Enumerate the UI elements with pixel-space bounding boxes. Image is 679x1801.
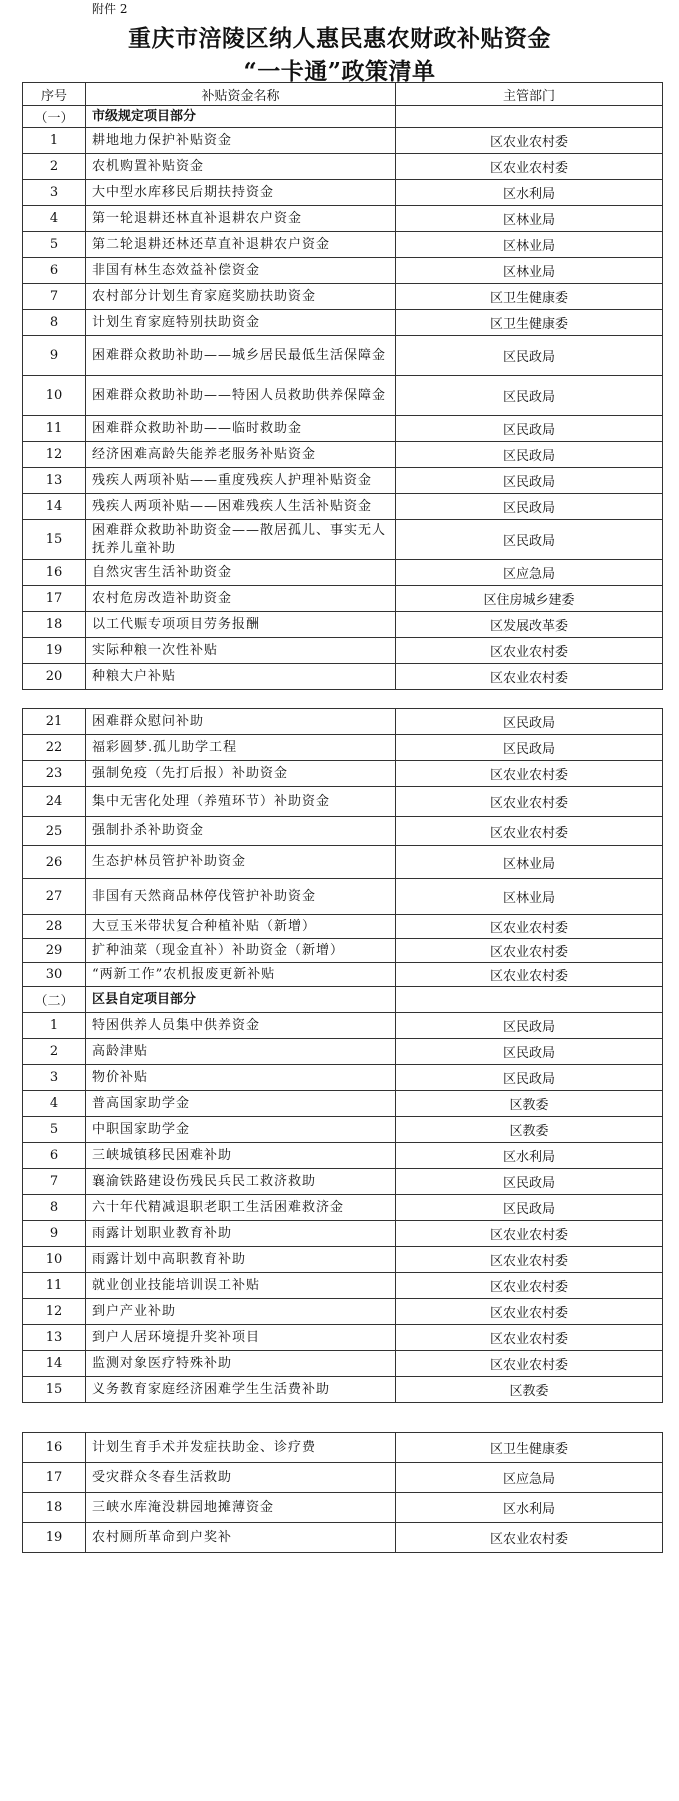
table-row (23, 232, 663, 258)
row-department: 区农业农村委 (396, 817, 663, 846)
table-row (23, 787, 663, 817)
table-header-row (23, 83, 663, 106)
row-number: 8 (23, 1195, 86, 1221)
row-subsidy-name: 大中型水库移民后期扶持资金 (86, 180, 396, 206)
row-number: 15 (23, 520, 86, 560)
row-subsidy-name: 困难群众救助补助——特困人员救助供养保障金 (86, 376, 396, 416)
row-number: 19 (23, 1523, 86, 1553)
header-dept: 主管部门 (396, 83, 663, 106)
table-row (23, 915, 663, 939)
table-row (23, 1273, 663, 1299)
table-row (23, 1247, 663, 1273)
row-subsidy-name: 襄渝铁路建设伤残民兵民工救济救助 (86, 1169, 396, 1195)
row-subsidy-name: 中职国家助学金 (86, 1117, 396, 1143)
table-row (23, 376, 663, 416)
table-row (23, 1013, 663, 1039)
row-number: 12 (23, 1299, 86, 1325)
table-row (23, 154, 663, 180)
row-subsidy-name: 就业创业技能培训误工补贴 (86, 1273, 396, 1299)
row-number: 7 (23, 284, 86, 310)
table-row (23, 310, 663, 336)
row-subsidy-name: “两新工作”农机报废更新补贴 (86, 963, 396, 987)
row-department: 区教委 (396, 1091, 663, 1117)
table-row (23, 468, 663, 494)
row-department: 区发展改革委 (396, 612, 663, 638)
row-subsidy-name: 残疾人两项补贴——困难残疾人生活补贴资金 (86, 494, 396, 520)
table-row (23, 586, 663, 612)
row-number: 16 (23, 1433, 86, 1463)
row-department: 区民政局 (396, 494, 663, 520)
row-number: 26 (23, 846, 86, 879)
row-subsidy-name: 计划生育家庭特别扶助资金 (86, 310, 396, 336)
row-subsidy-name: 集中无害化处理（养殖环节）补助资金 (86, 787, 396, 817)
table-row (23, 817, 663, 846)
row-subsidy-name: 残疾人两项补贴——重度残疾人护理补贴资金 (86, 468, 396, 494)
table-row (23, 1143, 663, 1169)
row-department (396, 987, 663, 1013)
table-row (23, 939, 663, 963)
row-number: 29 (23, 939, 86, 963)
row-number: 9 (23, 1221, 86, 1247)
row-subsidy-name: 以工代赈专项项目劳务报酬 (86, 612, 396, 638)
table-row (23, 416, 663, 442)
row-department: 区农业农村委 (396, 761, 663, 787)
row-subsidy-name: 经济困难高龄失能养老服务补贴资金 (86, 442, 396, 468)
row-number: 10 (23, 1247, 86, 1273)
page-title: 重庆市涪陵区纳人惠民惠农财政补贴资金 (128, 25, 551, 52)
row-department: 区农业农村委 (396, 128, 663, 154)
row-department: 区民政局 (396, 468, 663, 494)
row-subsidy-name: 生态护林员管护补助资金 (86, 846, 396, 879)
row-number: 28 (23, 915, 86, 939)
row-department: 区水利局 (396, 1143, 663, 1169)
row-number: 14 (23, 494, 86, 520)
table-row (23, 1523, 663, 1553)
row-number: （二） (23, 987, 86, 1013)
row-subsidy-name: 农村危房改造补助资金 (86, 586, 396, 612)
row-number: 4 (23, 206, 86, 232)
row-subsidy-name: 困难群众救助补助——城乡居民最低生活保障金 (86, 336, 396, 376)
table-row (23, 494, 663, 520)
table-row (23, 1091, 663, 1117)
row-number: 14 (23, 1351, 86, 1377)
row-subsidy-name: 市级规定项目部分 (86, 106, 396, 128)
row-department: 区林业局 (396, 846, 663, 879)
row-department: 区教委 (396, 1117, 663, 1143)
table-row (23, 1169, 663, 1195)
row-department: 区民政局 (396, 336, 663, 376)
row-subsidy-name: 特困供养人员集中供养资金 (86, 1013, 396, 1039)
row-department: 区农业农村委 (396, 1325, 663, 1351)
table-row (23, 879, 663, 915)
policy-table-part1 (22, 82, 663, 690)
row-subsidy-name: 六十年代精减退职老职工生活困难救济金 (86, 1195, 396, 1221)
row-subsidy-name: 种粮大户补贴 (86, 664, 396, 690)
row-subsidy-name: 监测对象医疗特殊补助 (86, 1351, 396, 1377)
table-row (23, 1351, 663, 1377)
row-number: 3 (23, 1065, 86, 1091)
table-row (23, 1463, 663, 1493)
row-number: 25 (23, 817, 86, 846)
row-subsidy-name: 到户人居环境提升奖补项目 (86, 1325, 396, 1351)
section-row (23, 106, 663, 128)
row-number: 10 (23, 376, 86, 416)
row-number: 20 (23, 664, 86, 690)
row-number: 7 (23, 1169, 86, 1195)
row-subsidy-name: 第二轮退耕还林还草直补退耕农户资金 (86, 232, 396, 258)
row-department: 区民政局 (396, 709, 663, 735)
header-name: 补贴资金名称 (86, 83, 396, 106)
row-department: 区民政局 (396, 1013, 663, 1039)
row-department: 区民政局 (396, 520, 663, 560)
table-row (23, 1299, 663, 1325)
row-department (396, 106, 663, 128)
row-subsidy-name: 三峡城镇移民困难补助 (86, 1143, 396, 1169)
row-subsidy-name: 普高国家助学金 (86, 1091, 396, 1117)
row-subsidy-name: 非国有天然商品林停伐管护补助资金 (86, 879, 396, 915)
row-number: 2 (23, 1039, 86, 1065)
row-number: 22 (23, 735, 86, 761)
row-department: 区农业农村委 (396, 1221, 663, 1247)
row-subsidy-name: 计划生育手术并发症扶助金、诊疗费 (86, 1433, 396, 1463)
table-row (23, 180, 663, 206)
table-row (23, 128, 663, 154)
row-number: 18 (23, 612, 86, 638)
row-department: 区农业农村委 (396, 915, 663, 939)
table-row (23, 709, 663, 735)
table-row (23, 735, 663, 761)
page-subtitle: “一卡通”政策清单 (243, 58, 436, 85)
row-department: 区民政局 (396, 376, 663, 416)
row-subsidy-name: 福彩圆梦.孤儿助学工程 (86, 735, 396, 761)
row-subsidy-name: 农村部分计划生育家庭奖励扶助资金 (86, 284, 396, 310)
header-no: 序号 (23, 83, 86, 106)
row-subsidy-name: 雨露计划中高职教育补助 (86, 1247, 396, 1273)
row-subsidy-name: 困难群众慰问补助 (86, 709, 396, 735)
row-number: （一） (23, 106, 86, 128)
row-department: 区应急局 (396, 560, 663, 586)
row-number: 27 (23, 879, 86, 915)
row-department: 区民政局 (396, 1169, 663, 1195)
row-number: 4 (23, 1091, 86, 1117)
row-department: 区农业农村委 (396, 963, 663, 987)
table-row (23, 1377, 663, 1403)
policy-table-part3 (22, 1432, 663, 1553)
row-number: 1 (23, 128, 86, 154)
row-number: 6 (23, 1143, 86, 1169)
row-subsidy-name: 非国有林生态效益补偿资金 (86, 258, 396, 284)
row-department: 区民政局 (396, 416, 663, 442)
row-number: 17 (23, 586, 86, 612)
row-number: 11 (23, 1273, 86, 1299)
table-row (23, 846, 663, 879)
row-department: 区住房城乡建委 (396, 586, 663, 612)
row-number: 17 (23, 1463, 86, 1493)
row-number: 23 (23, 761, 86, 787)
row-subsidy-name: 区县自定项目部分 (86, 987, 396, 1013)
row-number: 2 (23, 154, 86, 180)
row-subsidy-name: 农机购置补贴资金 (86, 154, 396, 180)
row-number: 11 (23, 416, 86, 442)
row-department: 区卫生健康委 (396, 1433, 663, 1463)
row-department: 区教委 (396, 1377, 663, 1403)
row-number: 18 (23, 1493, 86, 1523)
row-subsidy-name: 高龄津贴 (86, 1039, 396, 1065)
row-subsidy-name: 物价补贴 (86, 1065, 396, 1091)
row-department: 区农业农村委 (396, 939, 663, 963)
row-subsidy-name: 耕地地力保护补贴资金 (86, 128, 396, 154)
table-row (23, 442, 663, 468)
table-row (23, 1039, 663, 1065)
table-row (23, 520, 663, 560)
row-subsidy-name: 到户产业补助 (86, 1299, 396, 1325)
row-number: 13 (23, 468, 86, 494)
row-subsidy-name: 三峡水库淹没耕园地摊薄资金 (86, 1493, 396, 1523)
table-row (23, 1493, 663, 1523)
table-row (23, 1195, 663, 1221)
row-number: 13 (23, 1325, 86, 1351)
row-number: 12 (23, 442, 86, 468)
row-department: 区农业农村委 (396, 1247, 663, 1273)
section-row (23, 987, 663, 1013)
row-subsidy-name: 自然灾害生活补助资金 (86, 560, 396, 586)
table-row (23, 258, 663, 284)
row-department: 区民政局 (396, 1039, 663, 1065)
table-row (23, 336, 663, 376)
row-department: 区水利局 (396, 1493, 663, 1523)
row-department: 区卫生健康委 (396, 310, 663, 336)
row-department: 区水利局 (396, 180, 663, 206)
table-row (23, 963, 663, 987)
row-number: 1 (23, 1013, 86, 1039)
row-subsidy-name: 困难群众救助补助——临时救助金 (86, 416, 396, 442)
row-number: 15 (23, 1377, 86, 1403)
policy-table-part2 (22, 708, 663, 1403)
row-department: 区民政局 (396, 1195, 663, 1221)
row-department: 区农业农村委 (396, 638, 663, 664)
table-row (23, 284, 663, 310)
row-department: 区农业农村委 (396, 1299, 663, 1325)
row-subsidy-name: 农村厕所革命到户奖补 (86, 1523, 396, 1553)
row-subsidy-name: 强制免疫（先打后报）补助资金 (86, 761, 396, 787)
row-department: 区农业农村委 (396, 1523, 663, 1553)
row-department: 区农业农村委 (396, 154, 663, 180)
row-department: 区民政局 (396, 1065, 663, 1091)
row-subsidy-name: 强制扑杀补助资金 (86, 817, 396, 846)
row-number: 21 (23, 709, 86, 735)
row-number: 19 (23, 638, 86, 664)
table-row (23, 206, 663, 232)
row-department: 区农业农村委 (396, 1273, 663, 1299)
row-subsidy-name: 困难群众救助补助资金——散居孤儿、事实无人抚养儿童补助 (86, 520, 396, 560)
table-row (23, 612, 663, 638)
row-department: 区林业局 (396, 879, 663, 915)
row-department: 区民政局 (396, 442, 663, 468)
table-row (23, 560, 663, 586)
row-department: 区农业农村委 (396, 664, 663, 690)
row-department: 区应急局 (396, 1463, 663, 1493)
row-number: 30 (23, 963, 86, 987)
row-number: 5 (23, 1117, 86, 1143)
row-department: 区农业农村委 (396, 787, 663, 817)
table-row (23, 664, 663, 690)
row-number: 8 (23, 310, 86, 336)
table-row (23, 761, 663, 787)
table-row (23, 1065, 663, 1091)
row-subsidy-name: 雨露计划职业教育补助 (86, 1221, 396, 1247)
table-row (23, 1117, 663, 1143)
row-number: 6 (23, 258, 86, 284)
row-number: 24 (23, 787, 86, 817)
row-department: 区民政局 (396, 735, 663, 761)
row-department: 区林业局 (396, 232, 663, 258)
row-number: 3 (23, 180, 86, 206)
row-subsidy-name: 大豆玉米带状复合种植补贴（新增） (86, 915, 396, 939)
row-subsidy-name: 第一轮退耕还林直补退耕农户资金 (86, 206, 396, 232)
row-department: 区林业局 (396, 258, 663, 284)
row-number: 16 (23, 560, 86, 586)
row-number: 5 (23, 232, 86, 258)
table-row (23, 1221, 663, 1247)
row-number: 9 (23, 336, 86, 376)
row-subsidy-name: 受灾群众冬春生活救助 (86, 1463, 396, 1493)
row-subsidy-name: 义务教育家庭经济困难学生生活费补助 (86, 1377, 396, 1403)
row-subsidy-name: 扩种油菜（现金直补）补助资金（新增） (86, 939, 396, 963)
row-subsidy-name: 实际种粮一次性补贴 (86, 638, 396, 664)
row-department: 区卫生健康委 (396, 284, 663, 310)
table-row (23, 1325, 663, 1351)
table-row (23, 638, 663, 664)
row-department: 区农业农村委 (396, 1351, 663, 1377)
table-row (23, 1433, 663, 1463)
attachment-label: 附件 2 (92, 2, 128, 16)
row-department: 区林业局 (396, 206, 663, 232)
